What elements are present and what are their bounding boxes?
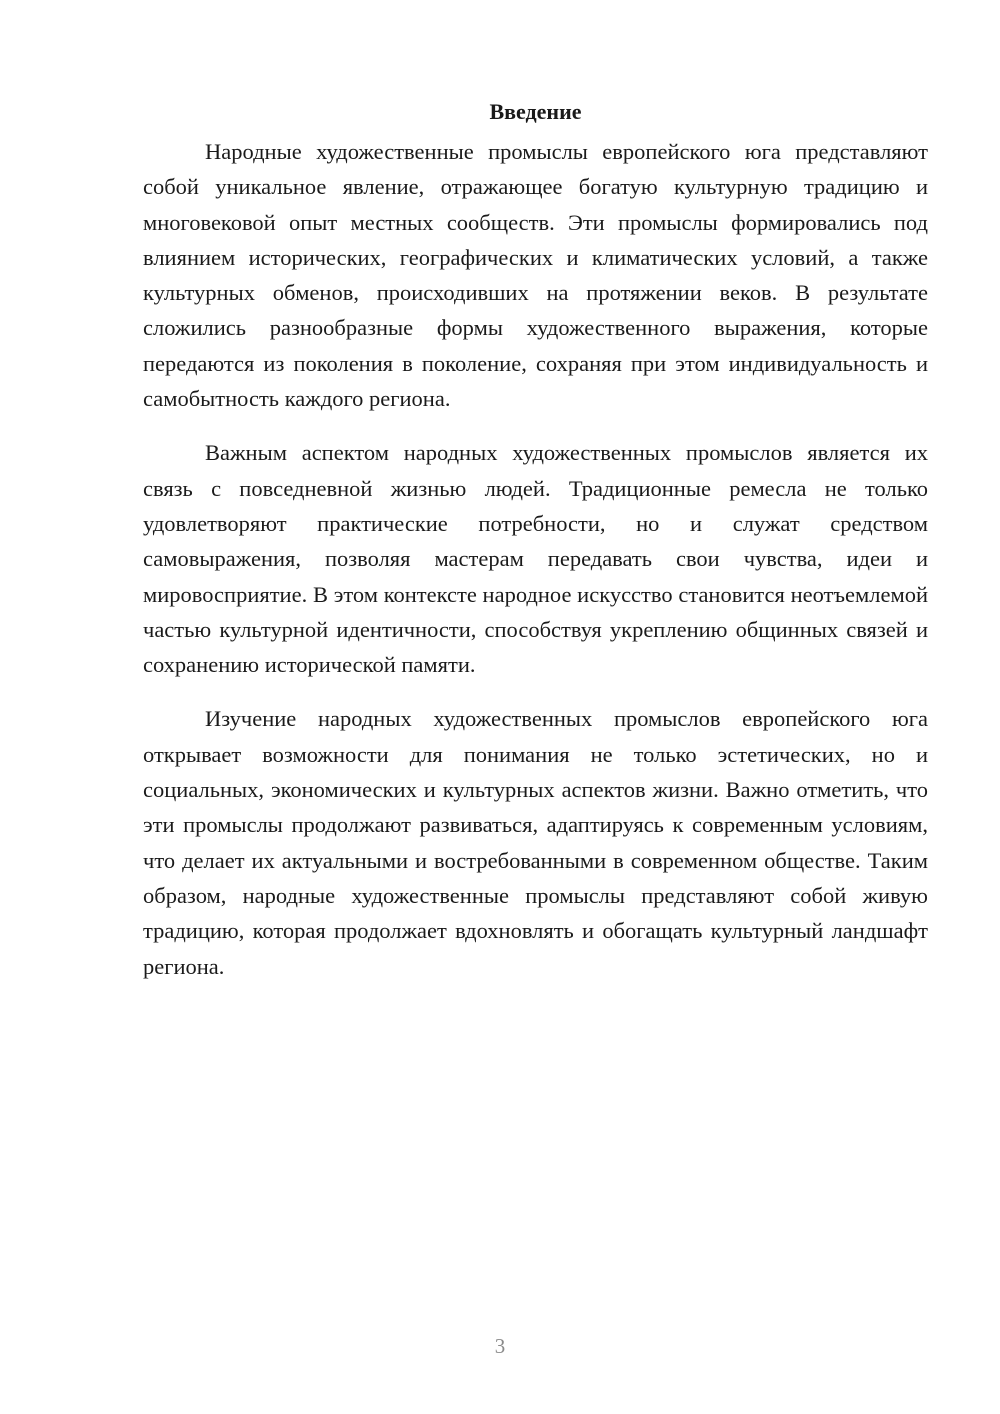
paragraph-1: Народные художественные промыслы европейского юга представляют собой уникальное явление, отражающее богатую культурную традицию и многовековой опыт местных сообществ. Эти промыслы формировались под влиянием исторических, географических и климатических условий, а также культурных обменов, происходивших на протяжении веков. В результате сложились разнообразные формы художественного выражения, которые передаются из поколения в поколение, сохраняя при этом индивидуальность и самобытность каждого региона. [143, 139, 928, 412]
section-title: Введение [489, 99, 582, 124]
paragraph-2: Важным аспектом народных художественных промыслов является их связь с повседневной жизнью людей. Традиционные ремесла не только удовлетворяют практические потребности, но и служат средством самовыражения, позволяя мастерам передавать свои чувства, идеи и мировосприятие. В этом контексте народное искусство становится неотъемлемой частью культурной идентичности, способствуя укреплению общинных связей и сохранению исторической памяти. [143, 440, 928, 678]
page-content [143, 98, 928, 984]
page-number: 3 [494, 1334, 506, 1358]
paragraph-3: Изучение народных художественных промыслов европейского юга открывает возможности для понимания не только эстетических, но и социальных, экономических и культурных аспектов жизни. Важно отметить, что эти промыслы продолжают развиваться, адаптируясь к современным условиям, что делает их актуальными и востребованными в современном обществе. Таким образом, народные художественные промыслы представляют собой живую традицию, которая продолжает вдохновлять и обогащать культурный ландшафт региона. [143, 706, 928, 979]
